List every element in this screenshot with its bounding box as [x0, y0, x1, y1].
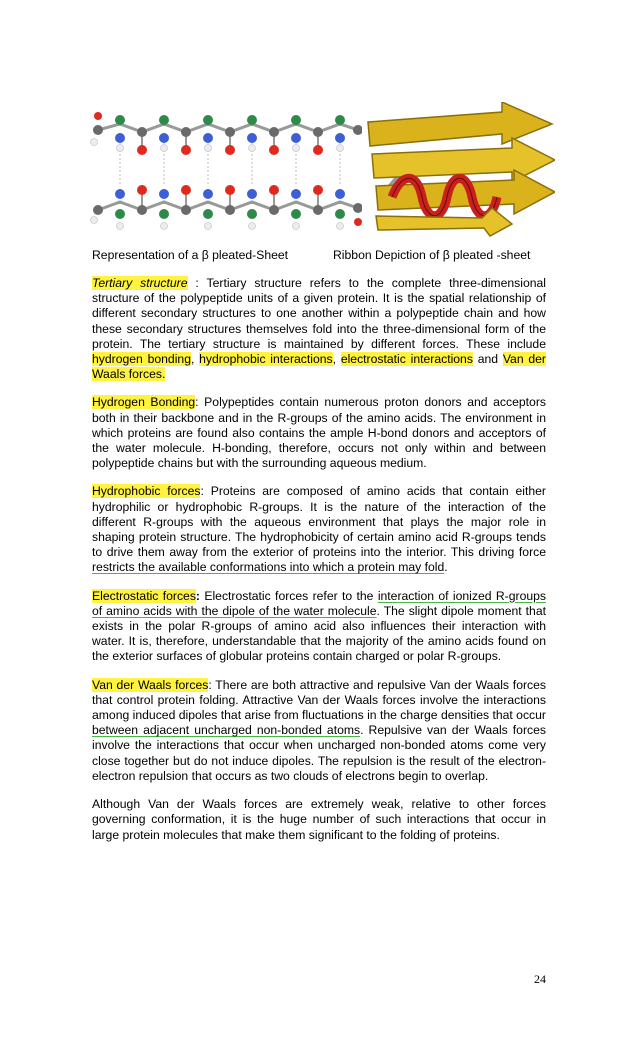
body-text [92, 276, 546, 856]
highlight-electrostatic-interactions: electrostatic interactions [340, 352, 473, 367]
figure-caption-sheet: Representation of a β pleated-Sheet [92, 248, 289, 262]
paragraph-hydrogen-bonding: Hydrogen Bonding: Polypeptides contain numerous proton donors and acceptors both in their backbone and in the R-groups of the amino acids. The environment in which proteins are found also contains the ample H-bond donors and acceptors of the water molecule. H-bonding, therefore, occurs not only within and between polypeptide chains but with the surrounding aqueous medium. [92, 395, 546, 471]
term-hydrophobic-forces: Hydrophobic forces [92, 484, 201, 499]
term-tertiary-structure: Tertiary structure [92, 276, 188, 290]
paragraph-van-der-waals: Van der Waals forces: There are both attractive and repulsive Van der Waals forces that control protein folding. Attractive Van der Waals forces involve the interactions among induced dipoles that arise from fluctuations in the charge densities that occur between adjacent uncharged non-bonded atoms. Repulsive van der Waals forces involve the interactions that occur when uncharged non-bonded atoms come very close together but do not induce dipoles. The repulsion is the result of the electron-electron repulsion that occurs as two clouds of electrons begin to overlap. [92, 677, 546, 783]
highlight-van-der-waals: Van der Waals forces. [92, 352, 546, 382]
underlined-phrase: interaction of ionized R-groups of amino acids with the dipole of the water molecule [92, 588, 546, 618]
paragraph-hydrophobic: Hydrophobic forces: Proteins are composed of amino acids that contain either hydrophilic or hydrophobic R-groups. It is the nature of the interaction of the different R-groups with the aqueous environment that plays the major role in shaping protein structure. The hydrophobicity of certain amino acid R-groups tends to drive them away from the exterior of proteins into the interior. This driving force restricts the available conformations into which a protein may fold. [92, 484, 546, 575]
term-van-der-waals-forces: Van der Waals forces [92, 677, 209, 692]
figure-row [90, 102, 555, 237]
highlight-hydrogen-bonding: hydrogen bonding [92, 352, 191, 367]
term-hydrogen-bonding: Hydrogen Bonding [92, 395, 196, 410]
paragraph-closing: Although Van der Waals forces are extremely weak, relative to other forces governing conformation, it is the huge number of such interactions that occur in large protein molecules that make them significant to the folding of proteins. [92, 797, 546, 842]
term-electrostatic-forces: Electrostatic forces [92, 588, 196, 603]
highlight-hydrophobic-interactions: hydrophobic interactions [199, 352, 333, 367]
underlined-phrase: restricts the available conformations into which a protein may fold [92, 560, 445, 575]
figure-caption-ribbon: Ribbon Depiction of β pleated -sheet [333, 248, 531, 262]
paragraph-electrostatic: Electrostatic forces: Electrostatic forces refer to the interaction of ionized R-groups of amino acids with the dipole of the water molecule. The slight dipole moment that exists in the polar R-groups of amino acid also influences their interaction with water. It is, therefore, understandable that the majority of the amino acids found on the exterior surfaces of globular proteins contain charged or polar R-groups. [92, 588, 546, 664]
paragraph-tertiary: Tertiary structure : Tertiary structure refers to the complete three-dimensional structure of the polypeptide units of a given protein. It is the spatial relationship of different secondary structures to one another within a polypeptide chain and how these secondary structures themselves fold into the three-dimensional form of the protein. The tertiary structure is maintained by different forces. These include hydrogen bonding, hydrophobic interactions, electrostatic interactions and Van der Waals forces. [92, 276, 546, 382]
beta-sheet-ball-stick-figure [90, 102, 362, 237]
beta-sheet-ribbon-figure [362, 102, 555, 237]
underlined-phrase: between adjacent uncharged non-bonded atoms [92, 723, 361, 738]
page-number: 24 [534, 972, 546, 986]
